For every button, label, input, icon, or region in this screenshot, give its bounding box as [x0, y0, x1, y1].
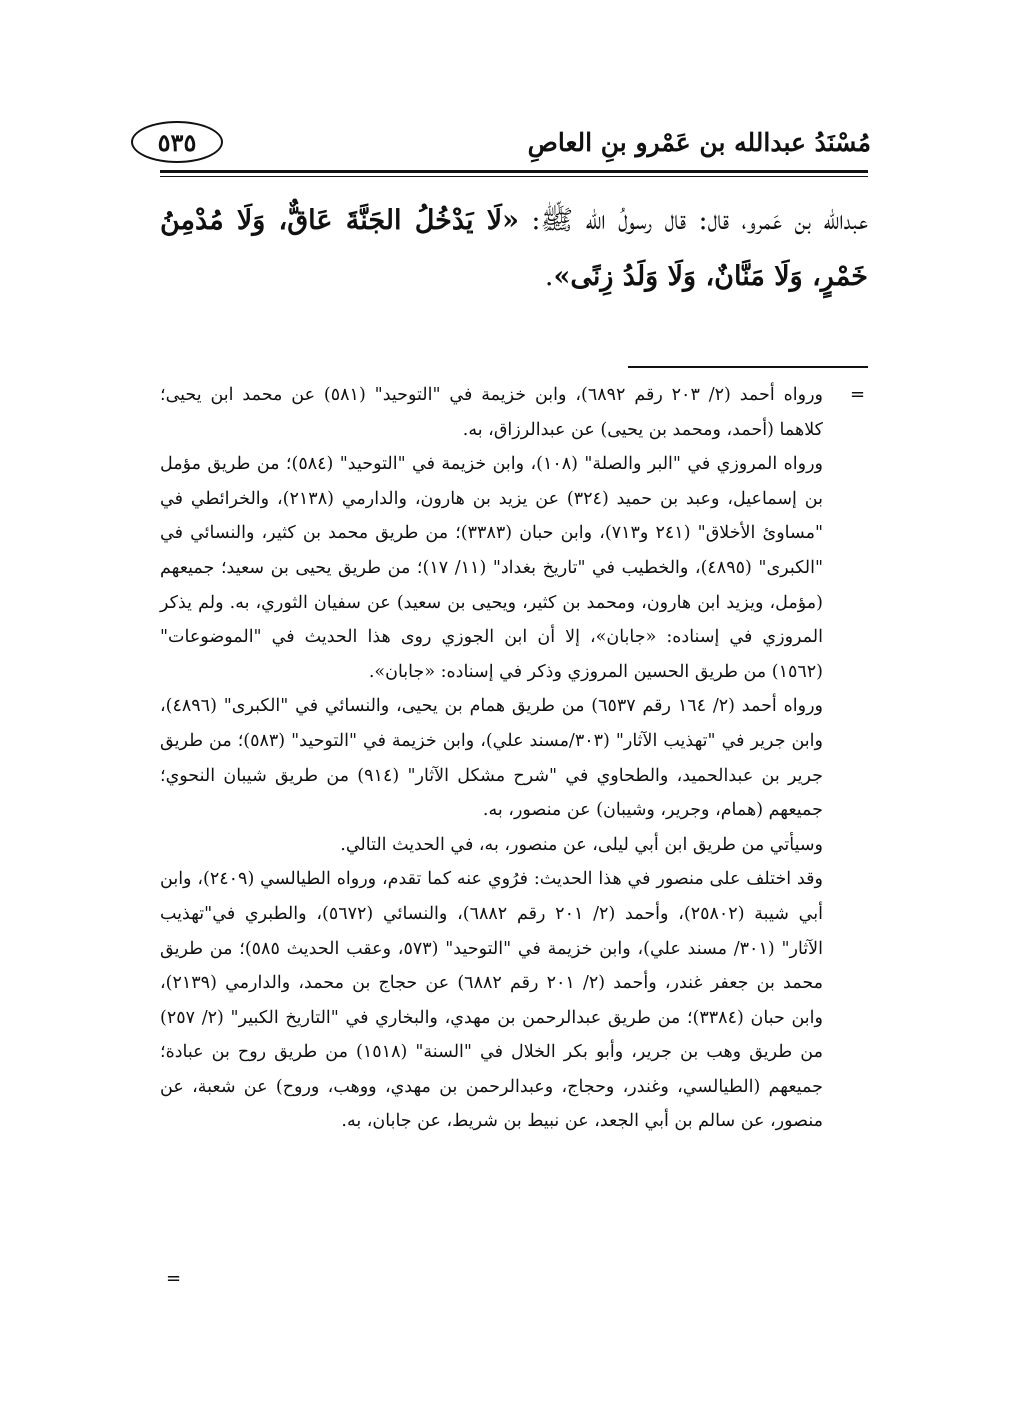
- main-hadith-text: [160, 193, 868, 305]
- footnotes: [160, 378, 823, 1139]
- header-rule: [160, 170, 868, 173]
- footnote-separator: [628, 366, 868, 368]
- footnote-paragraph: وقد اختلف على منصور في هذا الحديث: فرُوي عنه كما تقدم، ورواه الطيالسي (٢٤٠٩)، وابن أبي شيبة (٢٥٨٠٢)، وأحمد (٢/ ٢٠١ رقم ٦٨٨٢)، والنسائي (٥٦٧٢)، والطبري في"تهذيب الآثار" (٣٠١/ مسند علي)، وابن خزيمة في "التوحيد" (٥٧٣، وعقب الحديث ٥٨٥)؛ من طريق محمد بن جعفر غندر، وأحمد (٢/ ٢٠١ رقم ٦٨٨٢) عن حجاج بن محمد، والدارمي (٢١٣٩)، وابن حبان (٣٣٨٤)؛ من طريق عبدالرحمن بن مهدي، والبخاري في "التاريخ الكبير" (٢/ ٢٥٧) من طريق وهب بن جرير، وأبو بكر الخلال في "السنة" (١٥١٨) من طريق روح بن عبادة؛ جميعهم (الطيالسي، وغندر، وحجاج، وعبدالرحمن بن مهدي، ووهب، وروح) عن شعبة، عن منصور، عن سالم بن أبي الجعد، عن نبيط بن شريط، عن جابان، به.: [160, 869, 823, 1132]
- hadith-quote: «لَا يَدْخُلُ الجَنَّةَ عَاقٌّ، وَلَا مُدْمِنُ خَمْرٍ، وَلَا مَنَّانٌ، وَلَا وَلَدُ زِنًى»: [160, 205, 868, 292]
- page-number-text: ٥٣٥: [157, 127, 197, 157]
- page-number: [131, 121, 223, 163]
- footnote-paragraph: ورواه أحمد (٢/ ١٦٤ رقم ٦٥٣٧) من طريق همام بن يحيى، والنسائي في "الكبرى" (٤٨٩٦)، وابن جرير في "تهذيب الآثار" (٣٠٣/مسند علي)، وابن خزيمة في "التوحيد" (٥٨٣)؛ من طريق جرير بن عبدالحميد، والطحاوي في "شرح مشكل الآثار" (٩١٤) من طريق شيبان النحوي؛ جميعهم (همام، وجرير، وشيبان) عن منصور، به.: [160, 696, 823, 821]
- footnote-continuation-start: =: [850, 384, 866, 405]
- footnote-continuation-end: =: [166, 1268, 182, 1289]
- header-rule-thin: [160, 176, 868, 177]
- footnote-paragraph: ورواه أحمد (٢/ ٢٠٣ رقم ٦٨٩٢)، وابن خزيمة في "التوحيد" (٥٨١) عن محمد ابن يحيى؛ كلاهما (أحمد، ومحمد بن يحيى) عن عبدالرزاق، به.: [160, 385, 823, 440]
- hadith-end: .: [544, 261, 554, 292]
- footnote-paragraph: وسيأتي من طريق ابن أبي ليلى، عن منصور، به، في الحديث التالي.: [340, 834, 823, 855]
- footnote-paragraph: ورواه المروزي في "البر والصلة" (١٠٨)، وابن خزيمة في "التوحيد" (٥٨٤)؛ من طريق مؤمل بن إسماعيل، وعبد بن حميد (٣٢٤) عن يزيد بن هارون، والدارمي (٢١٣٨)، والخرائطي في "مساوئ الأخلاق" (٢٤١ و٧١٣)، وابن حبان (٣٣٨٣)؛ من طريق محمد بن كثير، والنسائي في "الكبرى" (٤٨٩٥)، والخطيب في "تاريخ بغداد" (١١/ ١٧)؛ من طريق يحيى بن سعيد؛ جميعهم (مؤمل، ويزيد ابن هارون، ومحمد بن كثير، ويحيى بن سعيد) عن سفيان الثوري، به. ولم يذكر المروزي في إسناده: «جابان»، إلا أن ابن الجوزي روى هذا الحديث في "الموضوعات" (١٥٦٢) من طريق الحسين المروزي وذكر في إسناده: «جابان».: [160, 454, 824, 682]
- running-header-title: مُسْنَدُ عبدالله بن عَمْرو بنِ العاصِ: [527, 128, 871, 157]
- hadith-intro: عبدالله بن عَمرو، قال: قال رسولُ الله ﷺ:: [519, 205, 869, 236]
